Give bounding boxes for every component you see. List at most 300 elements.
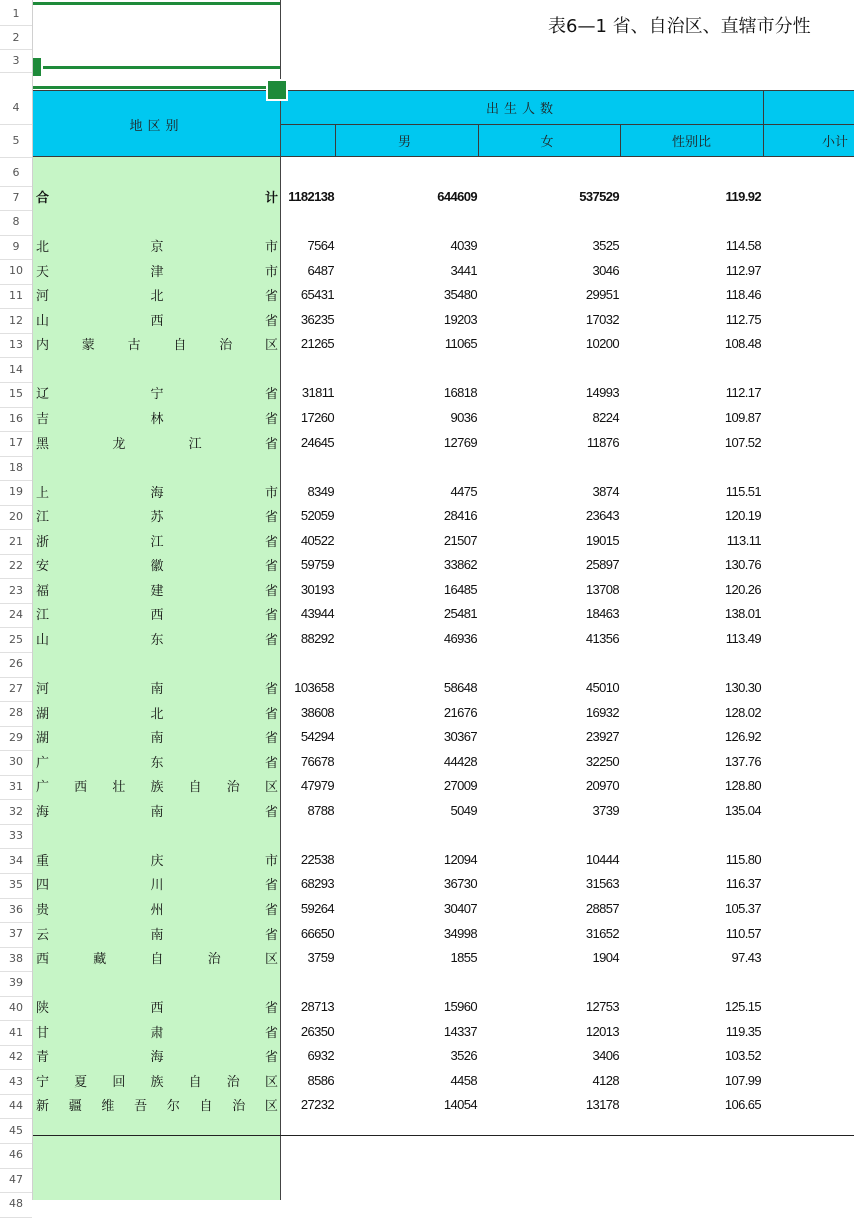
region-char: 建 bbox=[150, 583, 164, 599]
region-char: 河 bbox=[36, 289, 50, 305]
total-cell[interactable]: 88292 bbox=[300, 630, 334, 646]
female-cell[interactable]: 4128 bbox=[592, 1072, 619, 1088]
ratio-cell[interactable]: 103.52 bbox=[724, 1048, 761, 1064]
male-cell[interactable]: 58648 bbox=[443, 680, 477, 696]
ratio-cell[interactable]: 116.37 bbox=[725, 876, 761, 892]
total-cell[interactable]: 52059 bbox=[300, 508, 334, 524]
ratio-cell[interactable]: 112.17 bbox=[725, 385, 761, 401]
row-divider bbox=[0, 382, 32, 383]
ratio-cell[interactable]: 107.52 bbox=[724, 434, 761, 450]
male-cell[interactable]: 44428 bbox=[443, 753, 477, 769]
ratio-cell[interactable]: 120.19 bbox=[724, 508, 761, 524]
region-char: 回 bbox=[112, 1074, 126, 1090]
region-char: 京 bbox=[150, 240, 164, 256]
female-cell[interactable]: 45010 bbox=[585, 680, 619, 696]
total-cell[interactable]: 43944 bbox=[300, 606, 334, 622]
row-divider bbox=[0, 431, 32, 432]
row-number[interactable]: 28 bbox=[9, 706, 23, 720]
row-number[interactable]: 32 bbox=[9, 804, 23, 818]
row-divider bbox=[0, 1143, 32, 1144]
region-char: 津 bbox=[150, 264, 164, 280]
male-cell[interactable]: 11065 bbox=[444, 336, 477, 352]
row-number[interactable]: 38 bbox=[9, 951, 23, 965]
region-char: 计 bbox=[264, 191, 278, 207]
ratio-cell[interactable]: 115.80 bbox=[725, 851, 761, 867]
region-char: 省 bbox=[264, 731, 278, 747]
total-cell[interactable]: 21265 bbox=[300, 336, 334, 352]
male-cell[interactable]: 3526 bbox=[450, 1048, 477, 1064]
ratio-cell[interactable]: 135.04 bbox=[724, 802, 761, 818]
row-divider bbox=[0, 873, 32, 874]
region-cell[interactable] bbox=[36, 260, 278, 280]
total-cell[interactable]: 54294 bbox=[300, 729, 334, 745]
row-number[interactable]: 33 bbox=[9, 829, 23, 843]
region-cell[interactable] bbox=[36, 309, 278, 329]
row-divider bbox=[0, 578, 32, 579]
total-cell[interactable]: 38608 bbox=[300, 704, 334, 720]
ratio-cell[interactable]: 106.65 bbox=[724, 1097, 761, 1113]
total-cell[interactable]: 8788 bbox=[307, 802, 334, 818]
female-cell[interactable]: 3046 bbox=[592, 262, 619, 278]
male-cell[interactable]: 27009 bbox=[443, 778, 477, 794]
row-number[interactable]: 27 bbox=[9, 681, 23, 695]
ratio-cell[interactable]: 118.46 bbox=[725, 287, 761, 303]
male-cell[interactable]: 16485 bbox=[443, 581, 477, 597]
male-cell[interactable]: 5049 bbox=[450, 802, 477, 818]
row-divider bbox=[0, 1168, 32, 1169]
row-number[interactable]: 19 bbox=[9, 485, 23, 499]
region-cell[interactable] bbox=[36, 948, 278, 968]
row-number[interactable]: 36 bbox=[9, 902, 23, 916]
row-number[interactable]: 24 bbox=[9, 608, 23, 622]
region-char: 甘 bbox=[36, 1025, 50, 1041]
female-cell[interactable]: 18463 bbox=[585, 606, 619, 622]
region-char: 安 bbox=[36, 559, 50, 575]
region-cell[interactable] bbox=[36, 432, 278, 452]
region-char: 治 bbox=[207, 952, 221, 968]
male-cell[interactable]: 30407 bbox=[443, 901, 477, 916]
row-number[interactable]: 2 bbox=[12, 31, 20, 44]
male-cell[interactable]: 14337 bbox=[443, 1023, 477, 1039]
female-cell[interactable]: 14993 bbox=[585, 385, 619, 401]
row-number[interactable]: 29 bbox=[9, 730, 23, 744]
row-number[interactable]: 20 bbox=[9, 509, 23, 523]
ratio-cell[interactable]: 126.92 bbox=[724, 729, 761, 745]
row-number[interactable]: 37 bbox=[9, 927, 23, 941]
header-bottom-border bbox=[33, 156, 854, 157]
row-number[interactable]: 35 bbox=[9, 878, 23, 892]
region-char: 黑 bbox=[36, 436, 50, 452]
region-cell[interactable] bbox=[36, 800, 278, 820]
row-number[interactable]: 40 bbox=[9, 1000, 23, 1014]
ratio-cell[interactable]: 120.26 bbox=[724, 581, 761, 597]
row-number[interactable]: 10 bbox=[9, 264, 23, 278]
row-number[interactable]: 31 bbox=[9, 780, 23, 794]
total-cell[interactable]: 27232 bbox=[300, 1097, 334, 1113]
row-number[interactable]: 17 bbox=[9, 436, 23, 450]
region-char: 南 bbox=[150, 731, 164, 747]
region-cell[interactable] bbox=[36, 481, 278, 501]
ratio-cell[interactable]: 105.37 bbox=[724, 901, 761, 916]
row-number[interactable]: 5 bbox=[12, 133, 20, 147]
region-char: 夏 bbox=[74, 1074, 88, 1090]
female-cell[interactable]: 29951 bbox=[585, 287, 619, 303]
region-char: 河 bbox=[36, 682, 50, 698]
table-title[interactable]: 表6—1 省、自治区、直辖市分性 bbox=[548, 16, 811, 37]
selection-border bbox=[33, 2, 280, 5]
row-number[interactable]: 8 bbox=[12, 215, 20, 229]
region-char: 省 bbox=[264, 608, 278, 624]
header-divider bbox=[335, 124, 336, 157]
ratio-cell[interactable]: 130.76 bbox=[724, 557, 761, 573]
selection-fill-handle[interactable] bbox=[266, 79, 288, 101]
region-char: 湖 bbox=[36, 706, 50, 722]
region-char: 区 bbox=[264, 1074, 278, 1090]
female-cell[interactable]: 41356 bbox=[585, 630, 619, 646]
header-divider bbox=[620, 124, 621, 157]
region-cell[interactable] bbox=[36, 579, 278, 599]
ratio-cell[interactable]: 97.43 bbox=[731, 950, 761, 966]
female-cell[interactable]: 31652 bbox=[585, 925, 619, 941]
region-cell[interactable] bbox=[36, 849, 278, 869]
header-region[interactable]: 地区别 bbox=[129, 118, 184, 134]
total-cell[interactable]: 59759 bbox=[300, 557, 334, 573]
total-cell[interactable]: 7564 bbox=[307, 238, 334, 254]
total-cell[interactable]: 1182138 bbox=[288, 189, 334, 205]
ratio-cell[interactable]: 128.02 bbox=[724, 704, 761, 720]
female-cell[interactable]: 3739 bbox=[592, 802, 619, 818]
ratio-cell[interactable]: 128.80 bbox=[724, 778, 761, 794]
male-cell[interactable]: 4039 bbox=[450, 238, 477, 254]
region-char: 尔 bbox=[166, 1099, 180, 1115]
row-divider bbox=[0, 1094, 32, 1095]
ratio-cell[interactable]: 130.30 bbox=[724, 680, 761, 696]
female-cell[interactable]: 3525 bbox=[592, 238, 619, 254]
row-number[interactable]: 47 bbox=[9, 1172, 23, 1186]
total-cell[interactable]: 22538 bbox=[300, 851, 334, 867]
header-male[interactable]: 男 bbox=[397, 135, 416, 150]
total-cell[interactable]: 30193 bbox=[300, 581, 334, 597]
female-cell[interactable]: 537529 bbox=[579, 189, 619, 205]
region-cell[interactable] bbox=[36, 506, 278, 526]
header-births[interactable]: 出生人数 bbox=[485, 102, 558, 117]
male-cell[interactable]: 15960 bbox=[443, 999, 477, 1015]
male-cell[interactable]: 1855 bbox=[450, 950, 477, 966]
ratio-cell[interactable]: 138.01 bbox=[724, 606, 761, 622]
region-char: 区 bbox=[264, 952, 278, 968]
row-divider bbox=[0, 210, 32, 211]
ratio-cell[interactable]: 119.92 bbox=[725, 189, 761, 205]
row-divider bbox=[0, 235, 32, 236]
region-cell[interactable] bbox=[36, 285, 278, 305]
row-number-gutter[interactable] bbox=[0, 0, 33, 1211]
region-char: 宁 bbox=[150, 387, 164, 403]
total-cell[interactable]: 40522 bbox=[300, 532, 334, 548]
male-cell[interactable]: 14054 bbox=[443, 1097, 477, 1113]
total-cell[interactable]: 26350 bbox=[300, 1023, 334, 1039]
region-char: 省 bbox=[264, 534, 278, 550]
row-number[interactable]: 41 bbox=[9, 1025, 23, 1039]
row-divider bbox=[0, 701, 32, 702]
female-cell[interactable]: 13708 bbox=[585, 581, 619, 597]
female-cell[interactable]: 3406 bbox=[592, 1048, 619, 1064]
female-cell[interactable]: 3874 bbox=[592, 483, 619, 499]
region-cell[interactable] bbox=[36, 604, 278, 624]
region-char: 吾 bbox=[134, 1099, 148, 1115]
region-char: 省 bbox=[264, 412, 278, 427]
header-sex-ratio[interactable]: 性别比 bbox=[671, 135, 711, 150]
male-cell[interactable]: 28416 bbox=[443, 508, 477, 524]
region-char: 湖 bbox=[36, 731, 50, 747]
row-number[interactable]: 18 bbox=[9, 460, 23, 474]
row-number[interactable]: 43 bbox=[9, 1074, 23, 1088]
region-char: 江 bbox=[36, 510, 50, 526]
total-cell[interactable]: 66650 bbox=[300, 925, 334, 941]
row-divider bbox=[0, 529, 32, 530]
total-cell[interactable]: 68293 bbox=[300, 876, 334, 892]
region-cell[interactable] bbox=[36, 899, 278, 919]
total-cell[interactable]: 59264 bbox=[300, 901, 334, 916]
region-char: 海 bbox=[150, 485, 164, 501]
row-divider bbox=[0, 308, 32, 309]
male-cell[interactable]: 4475 bbox=[450, 483, 477, 499]
ratio-cell[interactable]: 114.58 bbox=[725, 238, 761, 254]
male-cell[interactable]: 16818 bbox=[443, 385, 477, 401]
ratio-cell[interactable]: 112.97 bbox=[725, 262, 761, 278]
total-cell[interactable]: 6487 bbox=[307, 262, 334, 278]
total-cell[interactable]: 103658 bbox=[294, 680, 334, 696]
region-char: 北 bbox=[36, 240, 50, 256]
row-divider bbox=[0, 971, 32, 972]
row-number[interactable]: 9 bbox=[12, 239, 20, 253]
region-char: 省 bbox=[264, 927, 278, 943]
ratio-cell[interactable]: 125.15 bbox=[724, 999, 761, 1015]
male-cell[interactable]: 35480 bbox=[443, 287, 477, 303]
region-cell[interactable] bbox=[36, 383, 278, 403]
row-number[interactable]: 39 bbox=[9, 976, 23, 990]
male-cell[interactable]: 3441 bbox=[450, 262, 477, 278]
region-char: 疆 bbox=[68, 1099, 82, 1115]
female-cell[interactable]: 25897 bbox=[585, 557, 619, 573]
ratio-cell[interactable]: 109.87 bbox=[724, 410, 761, 425]
male-cell[interactable]: 21676 bbox=[443, 704, 477, 720]
region-char: 蒙 bbox=[81, 338, 95, 354]
female-cell[interactable]: 19015 bbox=[585, 532, 619, 548]
female-cell[interactable]: 32250 bbox=[585, 753, 619, 769]
region-char: 徽 bbox=[150, 559, 164, 575]
row-number[interactable]: 4 bbox=[12, 100, 20, 114]
total-cell[interactable]: 65431 bbox=[300, 287, 334, 303]
total-cell[interactable]: 31811 bbox=[301, 385, 334, 401]
region-cell[interactable] bbox=[36, 727, 278, 747]
row-number[interactable]: 25 bbox=[9, 632, 23, 646]
ratio-cell[interactable]: 107.99 bbox=[724, 1072, 761, 1088]
region-char: 陕 bbox=[36, 1001, 50, 1017]
region-cell[interactable] bbox=[36, 555, 278, 575]
row-number[interactable]: 14 bbox=[9, 362, 23, 376]
female-cell[interactable]: 11876 bbox=[586, 434, 619, 450]
region-char: 东 bbox=[150, 755, 164, 771]
total-cell[interactable]: 8349 bbox=[307, 483, 334, 499]
region-char: 西 bbox=[150, 313, 164, 329]
region-cell[interactable] bbox=[36, 678, 278, 698]
region-char: 区 bbox=[264, 1099, 278, 1115]
total-cell[interactable]: 3759 bbox=[307, 950, 334, 966]
row-number[interactable]: 13 bbox=[9, 338, 23, 352]
female-cell[interactable]: 23643 bbox=[585, 508, 619, 524]
region-cell[interactable] bbox=[36, 408, 278, 428]
row-number[interactable]: 45 bbox=[9, 1123, 23, 1137]
row-number[interactable]: 6 bbox=[12, 166, 20, 180]
ratio-cell[interactable]: 112.75 bbox=[725, 311, 761, 327]
ratio-cell[interactable]: 108.48 bbox=[724, 336, 761, 352]
region-cell[interactable] bbox=[36, 776, 278, 796]
region-char: 区 bbox=[264, 780, 278, 796]
male-cell[interactable]: 33862 bbox=[443, 557, 477, 573]
region-char: 吉 bbox=[36, 412, 50, 427]
region-cell[interactable] bbox=[36, 702, 278, 722]
region-char: 自 bbox=[173, 338, 187, 354]
header-subtotal[interactable]: 小计 bbox=[821, 135, 848, 150]
male-cell[interactable]: 19203 bbox=[443, 311, 477, 327]
row-number[interactable]: 22 bbox=[9, 559, 23, 573]
region-cell[interactable] bbox=[36, 997, 278, 1017]
row-number[interactable]: 21 bbox=[9, 534, 23, 548]
region-char: 北 bbox=[150, 289, 164, 305]
female-cell[interactable]: 17032 bbox=[585, 311, 619, 327]
total-cell[interactable]: 28713 bbox=[300, 999, 334, 1015]
female-cell[interactable]: 23927 bbox=[585, 729, 619, 745]
total-cell[interactable]: 76678 bbox=[300, 753, 334, 769]
region-cell[interactable] bbox=[36, 187, 278, 207]
male-cell[interactable]: 9036 bbox=[450, 410, 477, 425]
region-cell[interactable] bbox=[36, 530, 278, 550]
row-number[interactable]: 23 bbox=[9, 583, 23, 597]
ratio-cell[interactable]: 119.35 bbox=[725, 1023, 761, 1039]
row-number[interactable]: 7 bbox=[12, 190, 20, 204]
male-cell[interactable]: 21507 bbox=[443, 532, 477, 548]
region-char: 辽 bbox=[36, 387, 50, 403]
female-cell[interactable]: 1904 bbox=[592, 950, 619, 966]
female-cell[interactable]: 12013 bbox=[585, 1023, 619, 1039]
region-char: 市 bbox=[264, 853, 278, 869]
row-number[interactable]: 3 bbox=[12, 54, 20, 67]
region-cell[interactable] bbox=[36, 236, 278, 256]
region-char: 自 bbox=[150, 952, 164, 968]
female-cell[interactable]: 16932 bbox=[585, 704, 619, 720]
row-divider bbox=[0, 157, 32, 158]
region-char: 自 bbox=[188, 1074, 202, 1090]
row-number[interactable]: 12 bbox=[9, 313, 23, 327]
row-number[interactable]: 30 bbox=[9, 755, 23, 769]
row-number[interactable]: 1 bbox=[12, 7, 20, 20]
total-cell[interactable]: 24645 bbox=[300, 434, 334, 450]
ratio-cell[interactable]: 113.49 bbox=[725, 630, 761, 646]
male-cell[interactable]: 4458 bbox=[450, 1072, 477, 1088]
total-cell[interactable]: 8586 bbox=[307, 1072, 334, 1088]
female-cell[interactable]: 13178 bbox=[585, 1097, 619, 1113]
row-number[interactable]: 42 bbox=[9, 1050, 23, 1064]
header-mid-border bbox=[280, 124, 854, 125]
row-divider bbox=[0, 186, 32, 187]
header-divider bbox=[478, 124, 479, 157]
region-char: 治 bbox=[226, 1074, 240, 1090]
row-number[interactable]: 46 bbox=[9, 1148, 23, 1162]
frozen-pane-divider[interactable] bbox=[280, 0, 281, 1200]
region-char: 南 bbox=[150, 927, 164, 943]
male-cell[interactable]: 25481 bbox=[443, 606, 477, 622]
row-divider bbox=[0, 848, 32, 849]
female-cell[interactable]: 28857 bbox=[585, 901, 619, 916]
row-divider bbox=[0, 554, 32, 555]
male-cell[interactable]: 36730 bbox=[443, 876, 477, 892]
female-cell[interactable]: 10444 bbox=[585, 851, 619, 867]
female-cell[interactable]: 10200 bbox=[585, 336, 619, 352]
region-cell[interactable] bbox=[36, 1070, 278, 1090]
ratio-cell[interactable]: 113.11 bbox=[726, 532, 761, 548]
female-cell[interactable]: 20970 bbox=[585, 778, 619, 794]
row-number[interactable]: 34 bbox=[9, 853, 23, 867]
male-cell[interactable]: 644609 bbox=[437, 189, 477, 205]
region-cell[interactable] bbox=[36, 923, 278, 943]
male-cell[interactable]: 34998 bbox=[443, 925, 477, 941]
header-female[interactable]: 女 bbox=[540, 135, 559, 150]
total-cell[interactable]: 47979 bbox=[300, 778, 334, 794]
row-number[interactable]: 16 bbox=[9, 411, 23, 425]
male-cell[interactable]: 12094 bbox=[443, 851, 477, 867]
total-cell[interactable]: 6932 bbox=[307, 1048, 334, 1064]
row-number[interactable]: 48 bbox=[9, 1197, 23, 1211]
region-char: 贵 bbox=[36, 903, 50, 918]
row-divider bbox=[0, 898, 32, 899]
row-divider bbox=[0, 1118, 32, 1119]
region-cell[interactable] bbox=[36, 1095, 278, 1115]
header-top-border bbox=[33, 90, 854, 91]
total-cell[interactable]: 36235 bbox=[300, 311, 334, 327]
region-cell[interactable] bbox=[36, 751, 278, 771]
male-cell[interactable]: 30367 bbox=[443, 729, 477, 745]
region-char: 川 bbox=[150, 878, 164, 894]
ratio-cell[interactable]: 137.76 bbox=[724, 753, 761, 769]
female-cell[interactable]: 12753 bbox=[585, 999, 619, 1015]
row-number[interactable]: 44 bbox=[9, 1099, 23, 1113]
row-number[interactable]: 26 bbox=[9, 657, 23, 671]
region-cell[interactable] bbox=[36, 334, 278, 354]
row-number[interactable]: 15 bbox=[9, 387, 23, 401]
female-cell[interactable]: 8224 bbox=[592, 410, 619, 425]
region-char: 市 bbox=[264, 240, 278, 256]
region-char: 省 bbox=[264, 878, 278, 894]
region-cell[interactable] bbox=[36, 874, 278, 894]
region-char: 江 bbox=[188, 436, 202, 452]
region-char: 青 bbox=[36, 1050, 50, 1066]
region-char: 上 bbox=[36, 485, 50, 501]
region-cell[interactable] bbox=[36, 1021, 278, 1041]
male-cell[interactable]: 12769 bbox=[443, 434, 477, 450]
region-cell[interactable] bbox=[36, 628, 278, 648]
region-cell[interactable] bbox=[36, 1046, 278, 1066]
region-char: 龙 bbox=[112, 436, 126, 452]
region-char: 福 bbox=[36, 583, 50, 599]
male-cell[interactable]: 46936 bbox=[443, 630, 477, 646]
ratio-cell[interactable]: 115.51 bbox=[725, 483, 761, 499]
region-char: 省 bbox=[264, 903, 278, 918]
ratio-cell[interactable]: 110.57 bbox=[725, 925, 761, 941]
female-cell[interactable]: 31563 bbox=[585, 876, 619, 892]
row-divider bbox=[0, 49, 32, 50]
total-cell[interactable]: 17260 bbox=[300, 410, 334, 425]
row-number[interactable]: 11 bbox=[9, 289, 23, 303]
